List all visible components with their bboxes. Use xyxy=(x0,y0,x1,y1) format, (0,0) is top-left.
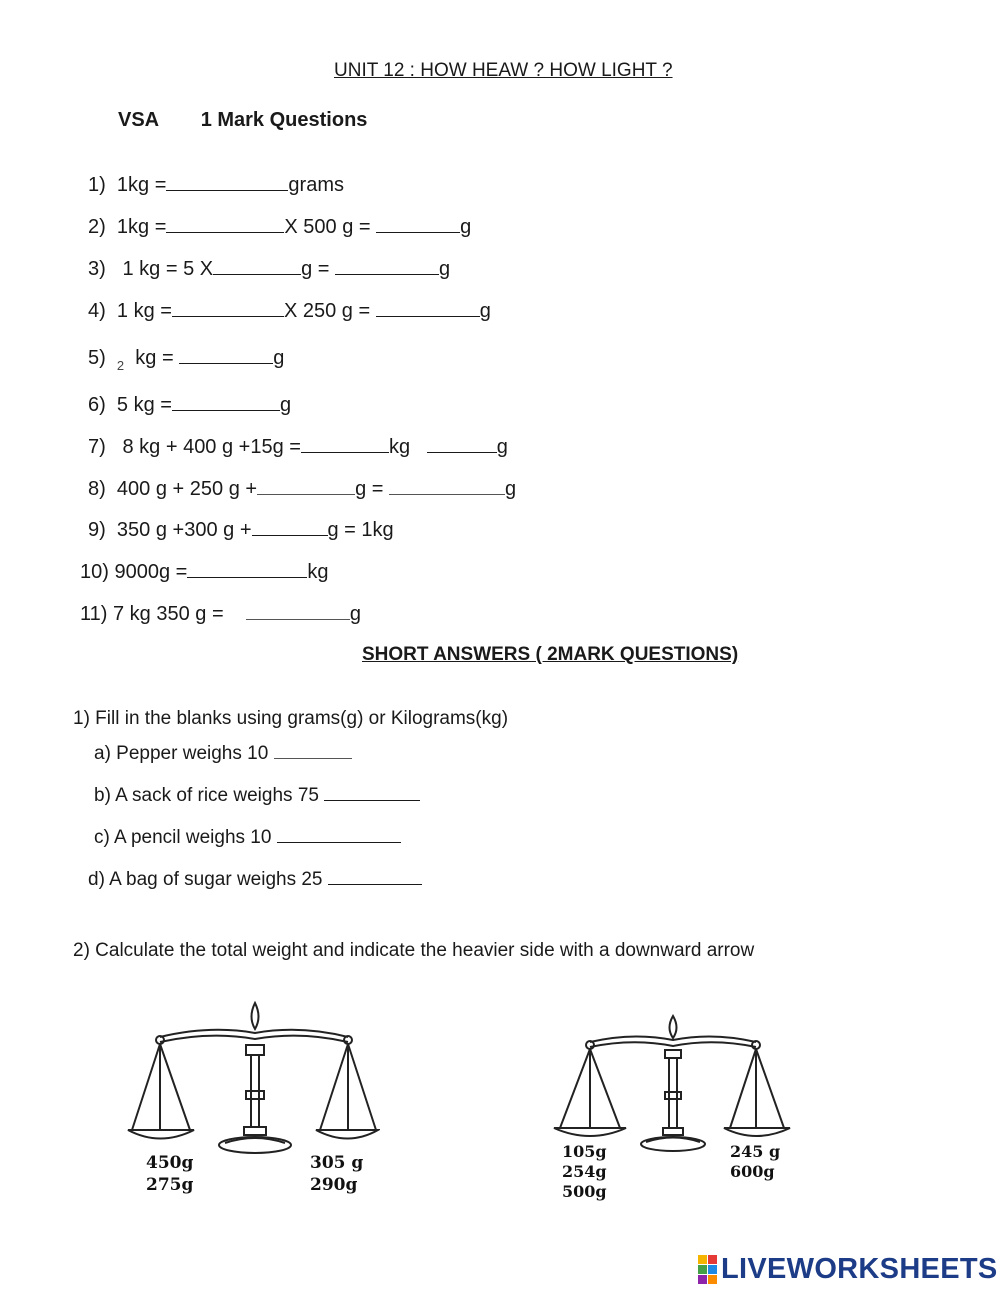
vsa-question-2: 2) 1kg = X 500 g = g xyxy=(88,216,472,238)
page-title: UNIT 12 : HOW HEAW ? HOW LIGHT ? xyxy=(334,60,673,81)
section-heading-vsa xyxy=(118,109,367,132)
answer-blank[interactable] xyxy=(213,256,301,275)
vsa-question-11: 11) 7 kg 350 g = g xyxy=(80,603,361,625)
fill-item-b: b) A sack of rice weighs 75 xyxy=(94,782,420,808)
answer-blank[interactable] xyxy=(179,345,273,364)
vsa-question-7: 7) 8 kg + 400 g +15g = kg g xyxy=(88,436,508,458)
scale-base xyxy=(219,1137,291,1153)
answer-blank[interactable] xyxy=(252,517,328,536)
answer-blank[interactable] xyxy=(166,214,284,233)
vsa-question-6: 6) 5 kg = g xyxy=(88,394,292,416)
answer-blank[interactable] xyxy=(376,214,460,233)
vsa-question-10: 10) 9000g = kg xyxy=(80,561,329,583)
vsa-heading: 1 Mark Questions xyxy=(200,109,368,131)
fill-item-d: d) A bag of sugar weighs 25 xyxy=(88,866,422,892)
liveworksheets-logo[interactable] xyxy=(698,1253,998,1286)
vsa-question-1: 1) 1kg = grams xyxy=(88,174,344,196)
vsa-question-3: 3) 1 kg = 5 X g = g xyxy=(88,258,451,280)
scale-pan-left xyxy=(128,1130,194,1139)
answer-blank[interactable] xyxy=(324,782,420,801)
balance-scale-2 xyxy=(548,1010,798,1160)
logo-blocks-icon xyxy=(698,1255,717,1284)
answer-blank[interactable] xyxy=(172,392,280,411)
fill-item-a: a) Pepper weighs 10 xyxy=(94,740,352,766)
vsa-question-8: 8) 400 g + 250 g + g = g xyxy=(88,478,517,500)
answer-blank[interactable] xyxy=(277,824,401,843)
scale-2-right-weights: 245 g 600g xyxy=(730,1142,781,1181)
scale-finial xyxy=(252,1003,259,1029)
answer-blank[interactable] xyxy=(187,559,307,578)
scale-2-left-weights: 105g 254g 500g xyxy=(562,1142,607,1201)
answer-blank[interactable] xyxy=(376,298,480,317)
answer-blank[interactable] xyxy=(427,434,497,453)
answer-blank[interactable] xyxy=(166,172,288,191)
answer-blank[interactable] xyxy=(335,256,439,275)
scale-pillar-cap xyxy=(246,1045,264,1055)
scale-pan-right xyxy=(316,1130,378,1139)
vsa-question-9: 9) 350 g +300 g + g = 1kg xyxy=(88,519,394,541)
short-question-2: 2) Calculate the total weight and indicate the heavier side with a downward arrow xyxy=(73,940,755,961)
section-heading-short-answers: SHORT ANSWERS ( 2MARK QUESTIONS) xyxy=(362,644,739,665)
scale-base xyxy=(641,1137,705,1151)
vsa-label: VSA xyxy=(118,109,160,131)
answer-blank[interactable] xyxy=(246,601,350,620)
scale-1-right-weights: 305 g 290g xyxy=(310,1153,364,1195)
answer-blank[interactable] xyxy=(172,298,284,317)
short-question-1: 1) Fill in the blanks using grams(g) or Kilograms(kg) xyxy=(73,708,509,729)
answer-blank[interactable] xyxy=(389,476,505,495)
answer-blank[interactable] xyxy=(257,476,355,495)
scale-finial xyxy=(670,1016,677,1038)
fraction-denominator: 2 xyxy=(116,358,125,373)
scale-pan-right xyxy=(724,1128,790,1136)
fill-item-c: c) A pencil weighs 10 xyxy=(94,824,401,850)
balance-scale-1 xyxy=(120,995,380,1170)
scale-pan-left xyxy=(554,1128,626,1136)
logo-text: LIVEWORKSHEETS xyxy=(721,1253,998,1285)
scale-1-left-weights: 450g 275g xyxy=(146,1153,194,1195)
answer-blank[interactable] xyxy=(274,740,352,759)
vsa-question-5: 5) $_2$ kg = g xyxy=(88,347,285,373)
answer-blank[interactable] xyxy=(301,434,389,453)
answer-blank[interactable] xyxy=(328,866,422,885)
vsa-question-4: 4) 1 kg = X 250 g = g xyxy=(88,300,491,322)
scale-beam xyxy=(160,1030,348,1037)
